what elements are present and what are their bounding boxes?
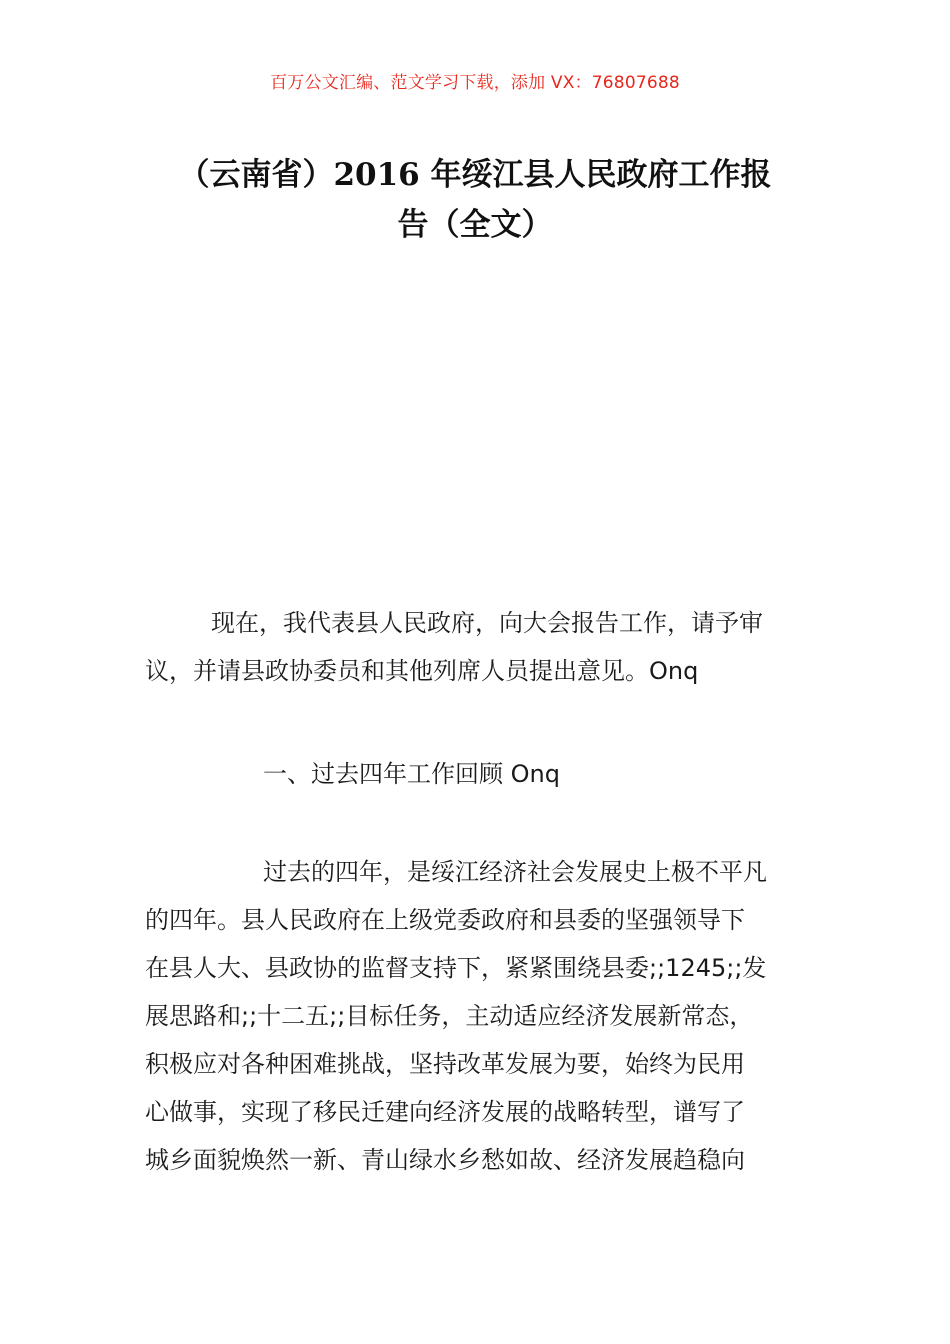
paragraph-line: 过去的四年，是绥江经济社会发展史上极不平凡	[263, 858, 767, 886]
section-heading	[145, 750, 810, 798]
paragraph-line: 展思路和;;十二五;;目标任务，主动适应经济发展新常态，	[145, 1002, 754, 1030]
paragraph-line: 积极应对各种困难挑战，坚持改革发展为要，始终为民用	[145, 1050, 745, 1078]
paragraph-line: 议，并请县政协委员和其他列席人员提出意见。Onq	[145, 657, 699, 685]
paragraph-line: 城乡面貌焕然一新、青山绿水乡愁如故、经济发展趋稳向	[145, 1146, 745, 1174]
paragraph-line: 在县人大、县政协的监督支持下，紧紧围绕县委;;1245;;发	[145, 954, 767, 982]
section-heading-text: 一、过去四年工作回顾 Onq	[263, 760, 560, 788]
paragraph-review	[145, 848, 810, 1184]
header-note: 百万公文汇编、范文学习下载，添加 VX：76807688	[270, 73, 680, 93]
paragraph-line: 现在，我代表县人民政府，向大会报告工作，请予审	[211, 609, 763, 637]
paragraph-intro	[145, 599, 810, 695]
document-title	[140, 150, 810, 250]
title-line-1: （云南省）2016 年绥江县人民政府工作报	[178, 157, 772, 193]
paragraph-line: 心做事，实现了移民迁建向经济发展的战略转型，谱写了	[145, 1098, 745, 1126]
paragraph-line: 的四年。县人民政府在上级党委政府和县委的坚强领导下	[145, 906, 745, 934]
title-line-2: 告（全文）	[397, 207, 553, 243]
